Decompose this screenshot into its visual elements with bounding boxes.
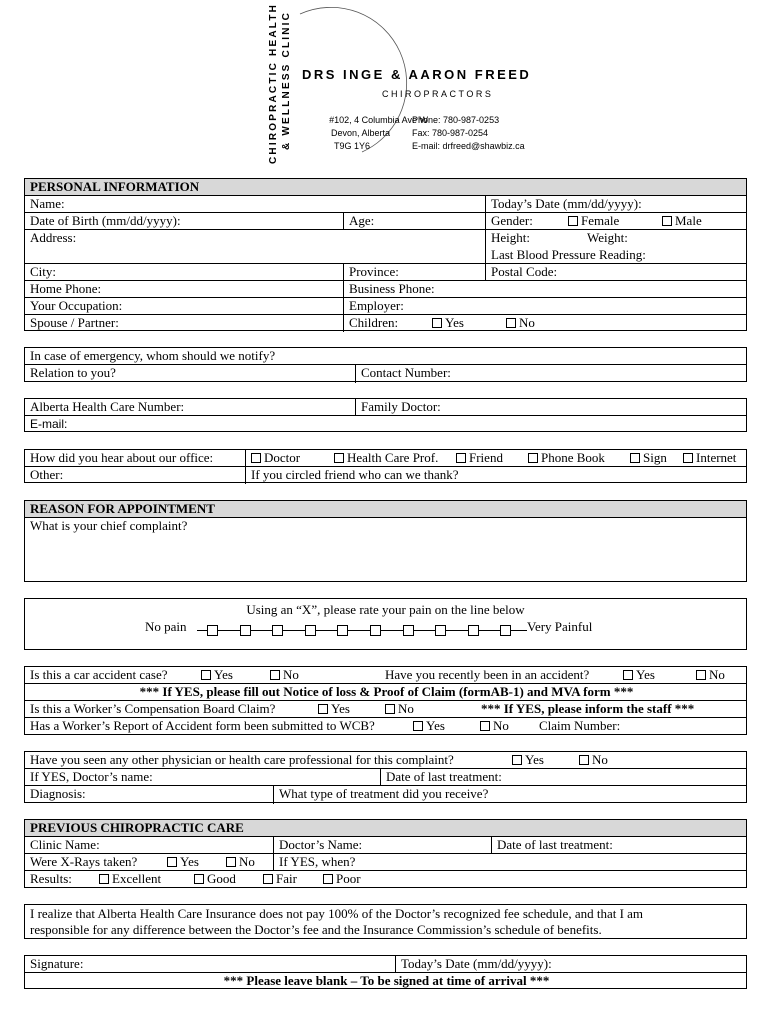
wcb-report-yes-checkbox[interactable] — [413, 718, 445, 734]
emergency-section — [24, 347, 747, 382]
referral-doctor-checkbox[interactable] — [251, 450, 300, 466]
result-excellent-checkbox[interactable] — [99, 871, 161, 887]
wcb-report-question: Has a Worker’s Report of Accident form been submitted to WCB? — [30, 718, 375, 733]
gender-field — [485, 213, 748, 229]
personal-header: PERSONAL INFORMATION — [30, 179, 200, 194]
personal-row-spouse — [25, 315, 746, 332]
business-phone-field[interactable]: Business Phone: — [343, 281, 748, 297]
clinic-phone: Phone: 780-987-0253 — [412, 115, 500, 125]
recent-accident-question: Have you recently been in an accident? — [385, 667, 590, 682]
city-field[interactable]: City: — [30, 264, 57, 279]
checkbox-icon — [251, 453, 261, 463]
clinic-name-field[interactable]: Clinic Name: — [30, 837, 100, 852]
personal-row-phone — [25, 281, 746, 298]
option-label: Internet — [696, 450, 737, 465]
children-yes-checkbox[interactable] — [432, 315, 464, 331]
weight-field[interactable]: Weight: — [587, 230, 628, 245]
checkbox-icon — [334, 453, 344, 463]
arc-text-2: & WELLNESS CLINIC — [281, 10, 292, 150]
province-field[interactable]: Province: — [343, 264, 485, 280]
results-label: Results: — [30, 871, 72, 886]
doctor-name-field[interactable]: Doctor’s Name: — [273, 837, 491, 853]
family-doctor-field[interactable]: Family Doctor: — [355, 399, 748, 415]
checkbox-icon — [323, 874, 333, 884]
wcb-report-no-checkbox[interactable] — [480, 718, 509, 734]
signature-field[interactable]: Signature: — [30, 956, 84, 971]
referral-options — [245, 450, 748, 466]
address-line-2: Devon, Alberta — [330, 128, 390, 138]
checkbox-icon — [413, 721, 423, 731]
clinic-fax: Fax: 780-987-0254 — [412, 128, 489, 138]
checkbox-icon — [623, 670, 633, 680]
pain-scale-point-5[interactable] — [337, 625, 348, 636]
personal-row-city — [25, 264, 746, 281]
signature-section — [24, 955, 747, 989]
treatment-type-field[interactable]: What type of treatment did you receive? — [273, 786, 748, 804]
friend-thanks-field[interactable]: If you circled friend who can we thank? — [245, 467, 748, 484]
personal-header-row — [25, 179, 746, 196]
yes-label: Yes — [331, 701, 350, 716]
checkbox-icon — [630, 453, 640, 463]
checkbox-icon — [270, 670, 280, 680]
children-no-checkbox[interactable] — [506, 315, 535, 331]
previous-care-header: PREVIOUS CHIROPRACTIC CARE — [30, 820, 244, 835]
checkbox-icon — [167, 857, 177, 867]
checkbox-icon — [432, 318, 442, 328]
name-field[interactable]: Name: — [30, 196, 65, 211]
ahc-number-field[interactable]: Alberta Health Care Number: — [30, 399, 185, 414]
prev-last-treatment-field[interactable]: Date of last treatment: — [491, 837, 748, 853]
checkbox-icon — [683, 453, 693, 463]
contact-number-field[interactable]: Contact Number: — [355, 365, 748, 383]
disclaimer-line-2: responsible for any difference between the Doctor’s fee and the Insurance Commission’s schedule of benefits. — [30, 922, 602, 937]
previous-care-section — [24, 819, 747, 888]
referral-hcp-checkbox[interactable] — [334, 450, 438, 466]
personal-information-section — [24, 178, 747, 331]
personal-row-occupation — [25, 298, 746, 315]
recent-accident-no-checkbox[interactable] — [696, 667, 725, 683]
address-line-3: T9G 1Y6 — [333, 141, 370, 151]
pain-right-label: Very Painful — [527, 619, 593, 634]
xrays-no-checkbox[interactable] — [226, 854, 255, 870]
female-label: Female — [581, 213, 620, 228]
signature-note: *** Please leave blank – To be signed at time of arrival *** — [223, 973, 550, 988]
results-row — [25, 871, 748, 889]
xrays-question: Were X-Rays taken? — [30, 854, 138, 869]
other-physician-question: Have you seen any other physician or health care professional for this complaint? — [30, 752, 454, 767]
checkbox-icon — [385, 704, 395, 714]
yes-label: Yes — [636, 667, 655, 682]
postal-code-field[interactable]: Postal Code: — [485, 264, 748, 280]
personal-row-name — [25, 196, 746, 213]
referral-sign-checkbox[interactable] — [630, 450, 667, 466]
xrays-field — [25, 854, 273, 870]
checkbox-icon — [662, 216, 672, 226]
doctor-name-field[interactable]: If YES, Doctor’s name: — [30, 769, 153, 784]
address-field[interactable]: Address: — [30, 230, 77, 245]
yes-label: Yes — [525, 752, 544, 767]
accident-section — [24, 666, 747, 735]
reason-header: REASON FOR APPOINTMENT — [30, 501, 215, 516]
wcb-claim-yes-checkbox[interactable] — [318, 701, 350, 717]
option-label: Health Care Prof. — [347, 450, 439, 465]
no-label: No — [592, 752, 608, 767]
checkbox-icon — [99, 874, 109, 884]
referral-other-field[interactable]: Other: — [30, 467, 64, 482]
checkbox-icon — [512, 755, 522, 765]
pain-scale-point-3[interactable] — [272, 625, 283, 636]
height-field[interactable]: Height: — [491, 230, 530, 245]
pain-scale-point-6[interactable] — [370, 625, 381, 636]
other-physician-no-checkbox[interactable] — [579, 752, 608, 768]
children-label: Children: — [349, 315, 399, 330]
referral-section — [24, 449, 747, 483]
checkbox-icon — [480, 721, 490, 731]
other-physician-row — [25, 752, 748, 768]
checkbox-icon — [528, 453, 538, 463]
no-label: No — [493, 718, 509, 733]
disclaimer-line-1: I realize that Alberta Health Care Insurance does not pay 100% of the Doctor’s recognized fee schedule, and that I am — [30, 906, 644, 921]
checkbox-icon — [318, 704, 328, 714]
pain-scale-point-9[interactable] — [468, 625, 479, 636]
height-weight-bp — [485, 230, 748, 263]
other-physician-section — [24, 751, 747, 803]
gender-label: Gender: — [491, 213, 533, 228]
referral-internet-checkbox[interactable] — [683, 450, 736, 466]
recent-accident-yes-checkbox[interactable] — [623, 667, 655, 683]
checkbox-icon — [696, 670, 706, 680]
claim-number-field[interactable]: Claim Number: — [539, 718, 621, 733]
no-label: No — [239, 854, 255, 869]
no-label: No — [709, 667, 725, 682]
chief-complaint-field[interactable]: What is your chief complaint? — [30, 518, 188, 533]
no-label: No — [519, 315, 535, 330]
checkbox-icon — [506, 318, 516, 328]
xrays-when-field[interactable]: If YES, when? — [273, 854, 491, 870]
no-label: No — [283, 667, 299, 682]
option-label: Poor — [336, 871, 361, 886]
pain-instruction: Using an “X”, please rate your pain on the line below — [246, 602, 525, 617]
employer-field[interactable]: Employer: — [343, 298, 748, 314]
male-label: Male — [675, 213, 702, 228]
checkbox-icon — [579, 755, 589, 765]
pain-scale-point-7[interactable] — [403, 625, 414, 636]
option-label: Fair — [276, 871, 297, 886]
address-line-1: #102, 4 Columbia Ave W — [329, 115, 428, 125]
wcb-claim-row — [25, 701, 748, 717]
age-field[interactable]: Age: — [343, 213, 485, 229]
pain-scale-point-10[interactable] — [500, 625, 511, 636]
last-treatment-field[interactable]: Date of last treatment: — [380, 769, 748, 785]
home-phone-field[interactable]: Home Phone: — [30, 281, 102, 296]
male-checkbox[interactable] — [662, 213, 702, 229]
yes-label: Yes — [180, 854, 199, 869]
checkbox-icon — [194, 874, 204, 884]
spouse-field[interactable]: Spouse / Partner: — [30, 315, 119, 330]
checkbox-icon — [568, 216, 578, 226]
wcb-claim-no-checkbox[interactable] — [385, 701, 414, 717]
personal-row-dob — [25, 213, 746, 230]
email-field[interactable]: E-mail: — [30, 417, 68, 431]
wcb-report-row — [25, 718, 748, 736]
occupation-field[interactable]: Your Occupation: — [30, 298, 123, 313]
option-label: Friend — [469, 450, 503, 465]
pain-scale-point-2[interactable] — [240, 625, 251, 636]
diagnosis-field[interactable]: Diagnosis: — [30, 786, 86, 801]
todays-date-field[interactable]: Today’s Date (mm/dd/yyyy): — [485, 196, 748, 212]
pain-scale-point-4[interactable] — [305, 625, 316, 636]
disclaimer-section — [24, 904, 747, 939]
option-label: Phone Book — [541, 450, 605, 465]
option-label: Excellent — [112, 871, 162, 886]
signature-date-field[interactable]: Today’s Date (mm/dd/yyyy): — [395, 956, 748, 972]
female-checkbox[interactable] — [568, 213, 619, 229]
pain-scale-section — [24, 598, 747, 650]
checkbox-icon — [263, 874, 273, 884]
no-label: No — [398, 701, 414, 716]
yes-label: Yes — [445, 315, 464, 330]
referral-friend-checkbox[interactable] — [456, 450, 503, 466]
mva-notice: *** If YES, please fill out Notice of loss & Proof of Claim (formAB-1) and MVA form *** — [139, 684, 634, 699]
emergency-contact-field[interactable]: In case of emergency, whom should we notify? — [30, 348, 276, 363]
xrays-yes-checkbox[interactable] — [167, 854, 199, 870]
yes-label: Yes — [426, 718, 445, 733]
result-poor-checkbox[interactable] — [323, 871, 361, 887]
car-accident-yes-checkbox[interactable] — [201, 667, 233, 683]
car-accident-no-checkbox[interactable] — [270, 667, 299, 683]
clinic-contact — [412, 114, 525, 153]
pain-scale-point-1[interactable] — [207, 625, 218, 636]
option-label: Doctor — [264, 450, 301, 465]
referral-question: How did you hear about our office: — [30, 450, 214, 465]
dob-field[interactable]: Date of Birth (mm/dd/yyyy): — [30, 213, 181, 228]
clinic-email: E-mail: drfreed@shawbiz.ca — [412, 141, 525, 151]
reason-section — [24, 500, 747, 582]
personal-row-address — [25, 230, 746, 264]
pain-left-label: No pain — [145, 619, 187, 634]
result-fair-checkbox[interactable] — [263, 871, 297, 887]
clinic-subtitle: CHIROPRACTORS — [382, 89, 494, 99]
car-accident-question: Is this a car accident case? — [30, 667, 168, 682]
blood-pressure-field[interactable]: Last Blood Pressure Reading: — [491, 247, 646, 262]
children-field — [343, 315, 748, 332]
checkbox-icon — [201, 670, 211, 680]
arc-text-1: CHIROPRACTIC HEALTH — [268, 2, 279, 164]
clinic-address — [308, 114, 428, 153]
wcb-claim-question: Is this a Worker’s Compensation Board Claim? — [30, 701, 276, 716]
health-care-section — [24, 398, 747, 432]
clinic-name: DRS INGE & AARON FREED — [302, 67, 532, 82]
checkbox-icon — [226, 857, 236, 867]
referral-phonebook-checkbox[interactable] — [528, 450, 605, 466]
relation-field[interactable]: Relation to you? — [30, 365, 116, 380]
checkbox-icon — [456, 453, 466, 463]
option-label: Sign — [643, 450, 667, 465]
result-good-checkbox[interactable] — [194, 871, 236, 887]
accident-row — [25, 667, 748, 683]
pain-scale-point-8[interactable] — [435, 625, 446, 636]
other-physician-yes-checkbox[interactable] — [512, 752, 544, 768]
yes-label: Yes — [214, 667, 233, 682]
option-label: Good — [207, 871, 236, 886]
inform-staff-note: *** If YES, please inform the staff *** — [481, 701, 695, 716]
